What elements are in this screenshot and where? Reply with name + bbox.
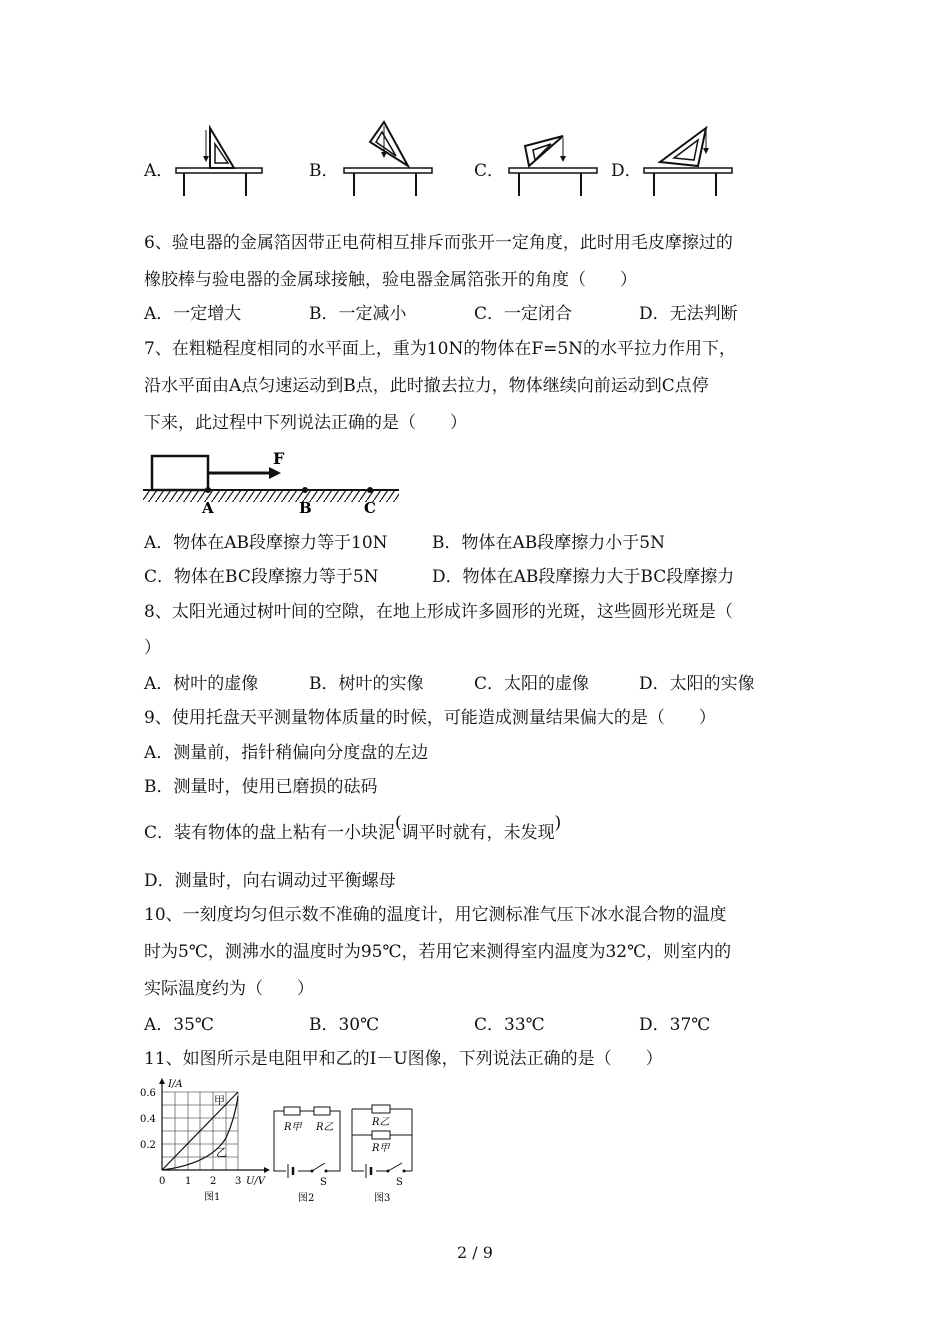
q5-option-c-label: C． <box>474 161 505 181</box>
point-c-label: C <box>364 499 376 517</box>
block <box>152 456 208 490</box>
switch-label: S <box>396 1177 403 1188</box>
figure-3-caption: 图3 <box>374 1193 391 1204</box>
q9-option-c-sub: 调平时就有，未发现 <box>401 823 555 843</box>
q9-option-c-paren-open: ( <box>395 813 402 833</box>
q6-option-b: B．一定减小 <box>309 304 407 324</box>
q5-figure-c <box>505 120 605 200</box>
q7-option-b: B．物体在AB段摩擦力小于5N <box>432 533 665 553</box>
q9-option-c-main: C．装有物体的盘上粘有一小块泥 <box>144 823 396 843</box>
figure-2-caption: 图2 <box>298 1193 315 1204</box>
resistor-jia-label: R甲 <box>372 1143 390 1154</box>
q6-option-d: D．无法判断 <box>639 304 738 324</box>
switch-label: S <box>320 1177 327 1188</box>
q8-option-b: B．树叶的实像 <box>309 674 424 694</box>
q11-iu-graph <box>140 1078 270 1204</box>
resistor-yi <box>314 1107 330 1115</box>
x-axis-label: U/V <box>246 1176 266 1187</box>
q7-line-3: 下来，此过程中下列说法正确的是（ ） <box>144 413 467 433</box>
q7-figure <box>143 450 403 516</box>
q9-option-b: B．测量时，使用已磨损的砝码 <box>144 777 378 797</box>
q8-line-2: ） <box>144 638 161 658</box>
q7-option-a: A．物体在AB段摩擦力等于10N <box>144 533 388 553</box>
x-tick-1: 1 <box>185 1176 192 1187</box>
y-axis-label: I/A <box>168 1079 183 1090</box>
figure-1-caption: 图1 <box>204 1192 221 1203</box>
q6-option-c: C．一定闭合 <box>474 304 573 324</box>
q8-option-a: A．树叶的虚像 <box>144 674 259 694</box>
point-a-label: A <box>202 499 214 517</box>
x-tick-2: 2 <box>210 1176 217 1187</box>
q10-option-a: A．35℃ <box>144 1015 214 1035</box>
y-tick-0.4: 0.4 <box>140 1114 156 1125</box>
q10-option-b: B．30℃ <box>309 1015 380 1035</box>
page-number: 2 / 9 <box>457 1243 493 1262</box>
q10-line-1: 10、一刻度均匀但示数不准确的温度计，用它测标准气压下冰水混合物的温度 <box>144 905 727 925</box>
y-tick-0.6: 0.6 <box>140 1088 156 1099</box>
q9-line-1: 9、使用托盘天平测量物体质量的时候，可能造成测量结果偏大的是（ ） <box>144 708 716 728</box>
x-tick-3: 3 <box>235 1176 242 1187</box>
q10-line-2: 时为5℃，测沸水的温度时为95℃，若用它来测得室内温度为32℃，则室内的 <box>144 942 732 962</box>
q7-line-2: 沿水平面由A点匀速运动到B点，此时撤去拉力，物体继续向前运动到C点停 <box>144 376 709 396</box>
q5-figure-d <box>640 120 740 200</box>
q5-option-b-label: B． <box>309 161 339 181</box>
q5-option-a-label: A． <box>144 161 174 181</box>
resistor-jia <box>284 1107 300 1115</box>
q7-option-d: D．物体在AB段摩擦力大于BC段摩擦力 <box>432 567 735 587</box>
q8-line-1: 8、太阳光通过树叶间的空隙，在地上形成许多圆形的光斑，这些圆形光斑是（ <box>144 602 733 622</box>
q9-option-c-paren-close: ) <box>554 813 562 833</box>
q8-option-d: D．太阳的实像 <box>639 674 755 694</box>
resistor-yi-label: R乙 <box>372 1117 390 1128</box>
x-tick-0: 0 <box>159 1176 166 1187</box>
resistor-jia <box>372 1131 390 1139</box>
force-label: F <box>273 449 285 468</box>
q6-line-2: 橡胶棒与验电器的金属球接触，验电器金属箔张开的角度（ ） <box>144 270 637 290</box>
resistor-yi-label: R乙 <box>316 1122 334 1133</box>
q5-figure-a <box>170 120 270 200</box>
q8-option-c: C．太阳的虚像 <box>474 674 590 694</box>
ground-hatch <box>143 490 399 502</box>
q5-option-d-label: D． <box>611 161 642 181</box>
q10-line-3: 实际温度约为（ ） <box>144 979 314 999</box>
q11-line-1: 11、如图所示是电阻甲和乙的I－U图像，下列说法正确的是（ ） <box>144 1049 663 1069</box>
q11-circuit-parallel <box>346 1103 426 1205</box>
q10-option-c: C．33℃ <box>474 1015 545 1035</box>
q6-option-a: A．一定增大 <box>144 304 242 324</box>
q9-option-c <box>144 813 562 844</box>
q5-figure-b <box>340 120 440 200</box>
q9-option-d: D．测量时，向右调动过平衡螺母 <box>144 871 396 891</box>
q11-circuit-series <box>268 1105 348 1205</box>
q7-line-1: 7、在粗糙程度相同的水平面上，重为10N的物体在F=5N的水平拉力作用下， <box>144 339 737 359</box>
curve-jia-label: 甲 <box>214 1094 225 1107</box>
point-b-label: B <box>299 499 312 517</box>
q7-option-c: C．物体在BC段摩擦力等于5N <box>144 567 379 587</box>
y-tick-0.2: 0.2 <box>140 1140 156 1151</box>
curve-yi-label: 乙 <box>216 1146 227 1159</box>
resistor-jia-label: R甲 <box>284 1122 302 1133</box>
q9-option-a: A．测量前，指针稍偏向分度盘的左边 <box>144 743 429 763</box>
resistor-yi <box>372 1105 390 1113</box>
q6-line-1: 6、验电器的金属箔因带正电荷相互排斥而张开一定角度，此时用毛皮摩擦过的 <box>144 233 733 253</box>
q10-option-d: D．37℃ <box>639 1015 711 1035</box>
